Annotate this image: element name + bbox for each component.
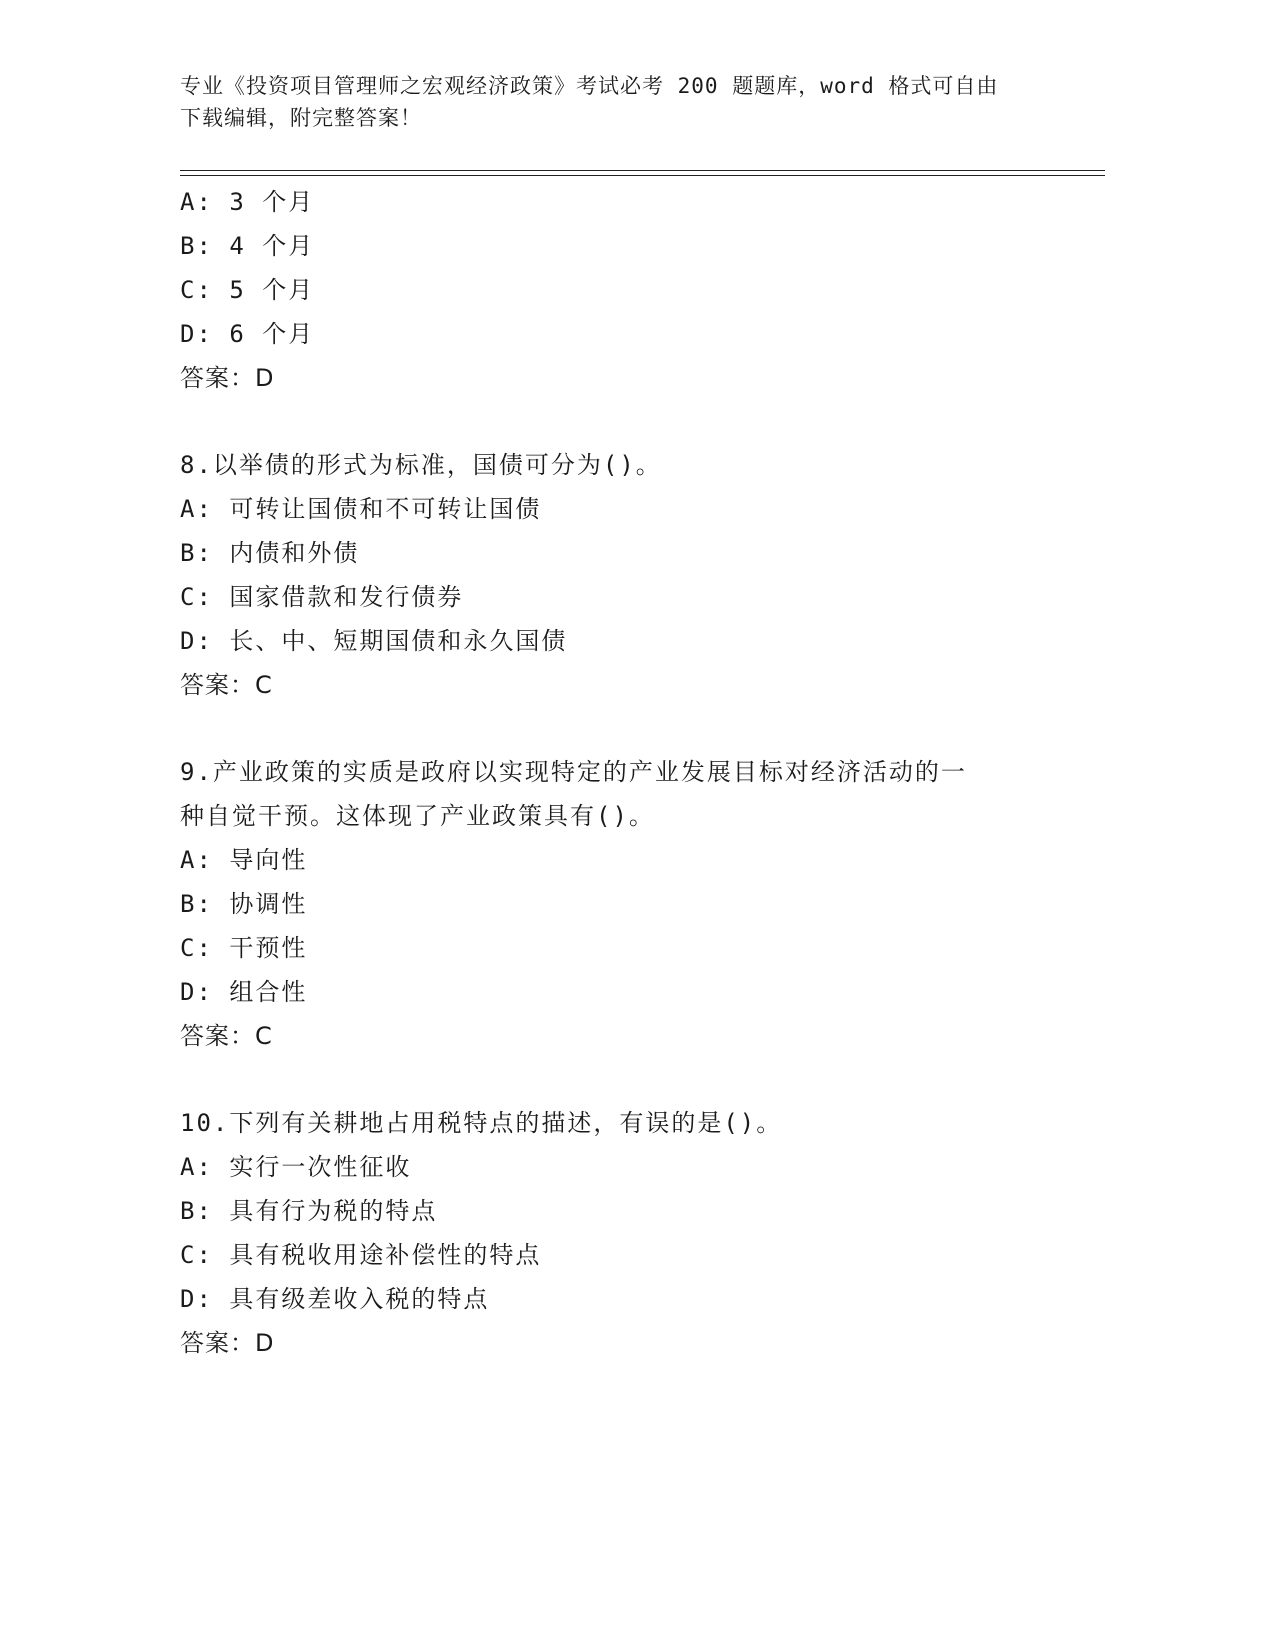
question-9 <box>180 750 1080 1058</box>
answer: 答案：D <box>180 364 275 392</box>
option-c: C: 具有税收用途补偿性的特点 <box>180 1241 542 1269</box>
option-b: B: 协调性 <box>180 890 308 918</box>
option-a: A: 可转让国债和不可转让国债 <box>180 495 542 523</box>
question-10 <box>180 1101 1080 1365</box>
option-a: A: 3 个月 <box>180 188 315 216</box>
option-b: B: 具有行为税的特点 <box>180 1197 438 1225</box>
header-line-1: 专业《投资项目管理师之宏观经济政策》考试必考 200 题题库，word 格式可自由 <box>180 74 999 98</box>
question-stem: 10.下列有关耕地占用税特点的描述，有误的是()。 <box>180 1109 783 1137</box>
header-line-2: 下载编辑，附完整答案！ <box>180 106 422 130</box>
option-b: B: 内债和外债 <box>180 539 360 567</box>
option-d: D: 具有级差收入税的特点 <box>180 1285 490 1313</box>
question-7 <box>180 180 1080 400</box>
answer: 答案：C <box>180 671 273 699</box>
question-8 <box>180 443 1080 707</box>
option-c: C: 干预性 <box>180 934 308 962</box>
answer: 答案：C <box>180 1022 273 1050</box>
spacer <box>180 400 1080 443</box>
spacer <box>180 707 1080 750</box>
option-d: D: 组合性 <box>180 978 308 1006</box>
option-b: B: 4 个月 <box>180 232 315 260</box>
option-d: D: 长、中、短期国债和永久国债 <box>180 627 568 655</box>
header-divider-bottom <box>180 175 1105 176</box>
answer: 答案：D <box>180 1329 275 1357</box>
option-d: D: 6 个月 <box>180 320 315 348</box>
question-list <box>180 180 1080 1365</box>
question-stem-line-2: 种自觉干预。这体现了产业政策具有()。 <box>180 802 655 830</box>
question-stem-line-1: 9.产业政策的实质是政府以实现特定的产业发展目标对经济活动的一 <box>180 758 967 786</box>
document-header <box>180 70 1040 134</box>
header-divider-top <box>180 170 1105 171</box>
option-a: A: 导向性 <box>180 846 308 874</box>
option-c: C: 5 个月 <box>180 276 315 304</box>
spacer <box>180 1058 1080 1101</box>
option-a: A: 实行一次性征收 <box>180 1153 412 1181</box>
option-c: C: 国家借款和发行债券 <box>180 583 464 611</box>
question-stem: 8.以举债的形式为标准，国债可分为()。 <box>180 451 662 479</box>
